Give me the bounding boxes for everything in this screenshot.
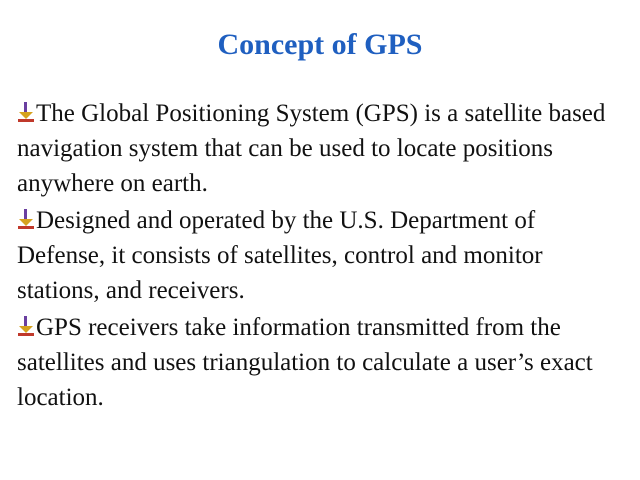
arrow-down-bullet-icon (17, 208, 35, 230)
bullet-list (17, 96, 627, 415)
arrow-down-bullet-icon (17, 315, 35, 337)
bullet-item (17, 96, 627, 201)
bullet-text: The Global Positioning System (GPS) is a satellite based navigation system that can be used to locate positions anywhere on earth. (17, 100, 606, 197)
bullet-item (17, 310, 627, 415)
slide-title: Concept of GPS (217, 28, 423, 61)
bullet-text: Designed and operated by the U.S. Department of Defense, it consists of satellites, control and monitor stations, and receivers. (17, 207, 543, 304)
bullet-item (17, 203, 627, 308)
arrow-down-bullet-icon (17, 101, 35, 123)
bullet-text: GPS receivers take information transmitted from the satellites and uses triangulation to calculate a user’s exact location. (17, 314, 593, 411)
